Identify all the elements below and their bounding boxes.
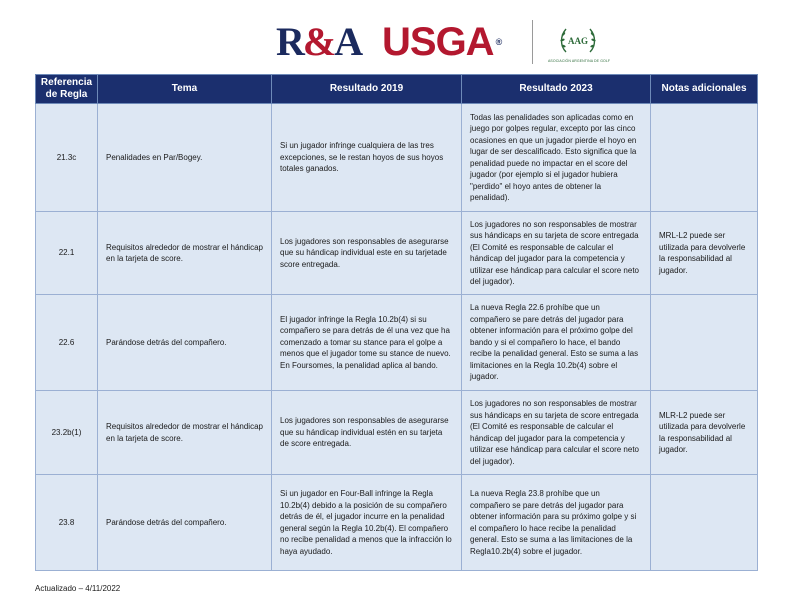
header-ref: Referencia de Regla — [36, 75, 98, 104]
header-notas: Notas adicionales — [651, 75, 758, 104]
cell-2023: Los jugadores no son responsables de mostrar sus hándicaps en su tarjeta de score entregada (El Comité es responsable de calcular el hándicap del jugador para la competencia y utilizar ese hándicap para calcular el score neto del jugador). — [462, 391, 651, 475]
table-row — [36, 475, 758, 571]
cell-tema: Parándose detrás del compañero. — [98, 475, 272, 571]
aag-caption: ASOCIACIÓN ARGENTINA DE GOLF — [548, 59, 611, 63]
cell-notas — [651, 104, 758, 212]
logo-bar — [0, 14, 792, 70]
header-2023: Resultado 2023 — [462, 75, 651, 104]
table-row — [36, 104, 758, 212]
cell-notas — [651, 295, 758, 391]
svg-text:AAG: AAG — [568, 36, 588, 46]
cell-2019: Si un jugador en Four-Ball infringe la Regla 10.2b(4) debido a la posición de su compañero detrás de él, el jugador incurre en la penalidad general según la Regla 10.2b(4). El compañero no recibe penalidad a menos que la infracción lo haya ayudado. — [272, 475, 462, 571]
cell-ref: 23.2b(1) — [36, 391, 98, 475]
cell-ref: 21.3c — [36, 104, 98, 212]
cell-2019: El jugador infringe la Regla 10.2b(4) si su compañero se para detrás de él una vez que ha comenzado a tomar su stance para el golpe a menos que el jugador tome su stance de nuevo. En Foursomes, la penalidad aplica al bando. — [272, 295, 462, 391]
cell-2019: Si un jugador infringe cualquiera de las tres excepciones, se le restan hoyos de sus hoyos totales ganados. — [272, 104, 462, 212]
cell-ref: 22.6 — [36, 295, 98, 391]
cell-tema: Penalidades en Par/Bogey. — [98, 104, 272, 212]
ra-logo: R&A — [276, 19, 362, 64]
header-2019: Resultado 2019 — [272, 75, 462, 104]
usga-logo: USGA ® — [382, 20, 502, 64]
table-row — [36, 295, 758, 391]
cell-ref: 22.1 — [36, 212, 98, 295]
cell-notas — [651, 475, 758, 571]
updated-footer: Actualizado – 4/11/2022 — [35, 584, 121, 593]
table-row — [36, 391, 758, 475]
cell-2019: Los jugadores son responsables de asegurarse que su hándicap individual estén en su tarjeta de score entregada. — [272, 391, 462, 475]
cell-tema: Parándose detrás del compañero. — [98, 295, 272, 391]
cell-ref: 23.8 — [36, 475, 98, 571]
table-row — [36, 212, 758, 295]
rules-table — [35, 74, 758, 571]
cell-notas: MRL-L2 puede ser utilizada para devolverle la responsabilidad al jugador. — [651, 212, 758, 295]
cell-tema: Requisitos alrededor de mostrar el hándicap en la tarjeta de score. — [98, 391, 272, 475]
cell-2019: Los jugadores son responsables de asegurarse que su hándicap individual este en su tarjetade score entregada. — [272, 212, 462, 295]
table-header-row — [36, 75, 758, 104]
cell-2023: La nueva Regla 22.6 prohíbe que un compañero se pare detrás del jugador para obtener información para el próximo golpe del bando y si el compañero lo hace, el bando recibe la penalidad general. Esto se suma a las limitaciones en la Regla 10.2b(4) sobre el jugador. — [462, 295, 651, 391]
cell-2023: Todas las penalidades son aplicadas como en juego por golpes regular, excepto por las cinco ocasiones en que un jugador pierde el hoyo en lugar de ser descalificado. Esto significa que la penalidad puede no impactar en el score del jugador (por ejemplo si el jugador hubiera "perdido" el hoyo antes de obtener la penalidad). — [462, 104, 651, 212]
cell-notas: MLR-L2 puede ser utilizada para devolverle la responsabilidad al jugador. — [651, 391, 758, 475]
aag-wreath-icon — [548, 22, 608, 58]
logo-divider — [532, 20, 533, 64]
cell-2023: Los jugadores no son responsables de mostrar sus hándicaps en su tarjeta de score entregada (El Comité es responsable de calcular el hándicap del jugador para la competencia y utilizar ese hándicap para calcular el score neto del jugador). — [462, 212, 651, 295]
cell-tema: Requisitos alrededor de mostrar el hándicap en la tarjeta de score. — [98, 212, 272, 295]
aag-logo — [548, 22, 611, 66]
header-tema: Tema — [98, 75, 272, 104]
cell-2023: La nueva Regla 23.8 prohíbe que un compañero se pare detrás del jugador para obtener información para su próximo golpe y si el compañero lo hace recibe la penalidad general. Esto se suma a las limitaciones de la Regla10.2b(4) sobre el jugador. — [462, 475, 651, 571]
